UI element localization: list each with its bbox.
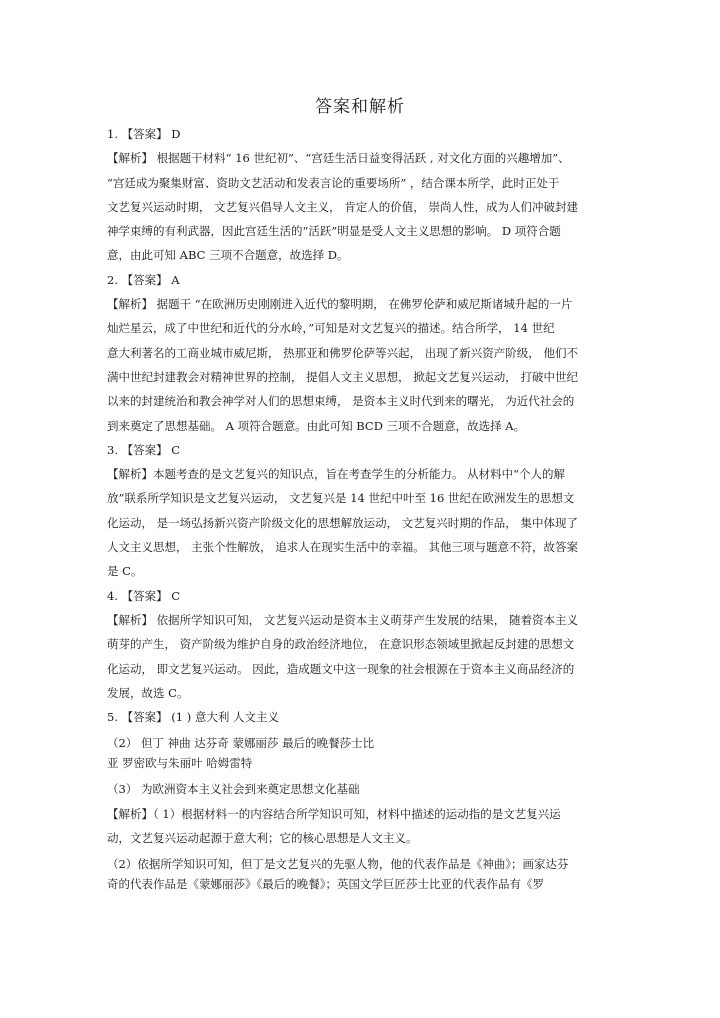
text-line: 【解析】（ 1）根据材料一的内容结合所学知识可知，材料中描述的运动指的是文艺复兴运 bbox=[107, 806, 561, 821]
text-line: 文艺复兴运动时期， 文艺复兴倡导人文主义， 肯定人的价值， 崇尚人性，成为人们冲破封建 bbox=[107, 199, 578, 214]
text-line: 灿烂星云，成了中世纪和近代的分水岭，”可知是对文艺复兴的描述。结合所学， 14 世纪 bbox=[107, 321, 555, 336]
text-line: 发展，故选 C。 bbox=[107, 685, 189, 700]
text-line: 【解析】本题考查的是文艺复兴的知识点，旨在考查学生的分析能力。 从材料中“个人的解 bbox=[107, 467, 566, 482]
text-line: 萌芽的产生， 资产阶级为维护自身的政治经济地位， 在意识形态领域里掀起反封建的思想文 bbox=[107, 637, 575, 652]
q3-answer: 3. 【答案】 C bbox=[107, 442, 181, 457]
text-line: 人文主义思想， 主张个性解放， 追求人在现实生活中的幸福。 其他三项与题意不符，故答案 bbox=[107, 540, 578, 555]
text-line: 【解析】 根据题干材料“ 16 世纪初”、“宫廷生活日益变得活跃 , 对文化方面的兴趣增加”、 bbox=[107, 151, 570, 166]
answer-content bbox=[107, 122, 612, 894]
text-line: 放”联系所学知识是文艺复兴运动， 文艺复兴是 14 世纪中叶至 16 世纪在欧洲发生的思想文 bbox=[107, 491, 575, 506]
text-line: （3） 为欧洲资本主义社会到来奠定思想文化基础 bbox=[107, 782, 360, 797]
q5-answer: 5. 【答案】 (1 ) 意大利 人文主义 bbox=[107, 710, 280, 725]
text-line: 奇的代表作品是《蒙娜丽莎》《最后的晚餐》；英国文学巨匠莎士比亚的代表作品有《罗 bbox=[107, 877, 544, 892]
text-line: 以来的封建统治和教会神学对人们的思想束缚， 是资本主义时代到来的曙光， 为近代社会的 bbox=[107, 394, 575, 409]
text-line: “宫廷成为聚集财富、资助文艺活动和发表言论的重要场所” ，结合课本所学，此时正处于 bbox=[107, 175, 560, 190]
text-line: 意大利著名的工商业城市威尼斯， 热那亚和佛罗伦萨等兴起， 出现了新兴资产阶级， 他们不 bbox=[107, 345, 578, 360]
text-line: 【解析】 据题干 “在欧洲历史刚刚进入近代的黎明期， 在佛罗伦萨和威尼斯诸城升起的一片 bbox=[107, 297, 573, 312]
page-title: 答案和解析 bbox=[315, 97, 405, 117]
text-line: （2） 但丁 神曲 达芬奇 蒙娜丽莎 最后的晚餐莎士比 bbox=[107, 736, 375, 751]
text-line: 是 C。 bbox=[107, 564, 143, 579]
text-line: 亚 罗密欧与朱丽叶 哈姆雷特 bbox=[107, 756, 253, 771]
text-line: 到来奠定了思想基础。 A 项符合题意。由此可知 BCD 三项不合题意，故选择 A。 bbox=[107, 418, 526, 433]
text-line: 化运动， 是一场弘扬新兴资产阶级文化的思想解放运动， 文艺复兴时期的作品， 集中体现了 bbox=[107, 515, 578, 530]
q2-answer: 2. 【答案】 A bbox=[107, 272, 180, 287]
q1-answer: 1. 【答案】 D bbox=[107, 127, 181, 141]
text-line: 动，文艺复兴运动起源于意大利；它的核心思想是人文主义。 bbox=[107, 831, 418, 846]
text-line: 满中世纪封建教会对精神世界的控制， 提倡人文主义思想， 掀起文艺复兴运动， 打破中世纪 bbox=[107, 369, 578, 384]
text-line: （2）依据所学知识可知，但丁是文艺复兴的先驱人物，他的代表作品是《神曲》；画家达芬 bbox=[107, 857, 569, 872]
text-line: 【解析】 依据所学知识可知， 文艺复兴运动是资本主义萌芽产生发展的结果， 随着资本主义 bbox=[107, 612, 578, 627]
text-line: 神学束缚的有利武器，因此宫廷生活的“活跃”明显是受人文主义思想的影响。 D 项符合题 bbox=[107, 224, 561, 239]
text-line: 意，由此可知 ABC 三项不合题意，故选择 D。 bbox=[107, 248, 349, 263]
text-line: 化运动， 即文艺复兴运动。 因此，造成题文中这一现象的社会根源在于资本主义商品经济的 bbox=[107, 661, 575, 676]
q4-answer: 4. 【答案】 C bbox=[107, 588, 181, 603]
